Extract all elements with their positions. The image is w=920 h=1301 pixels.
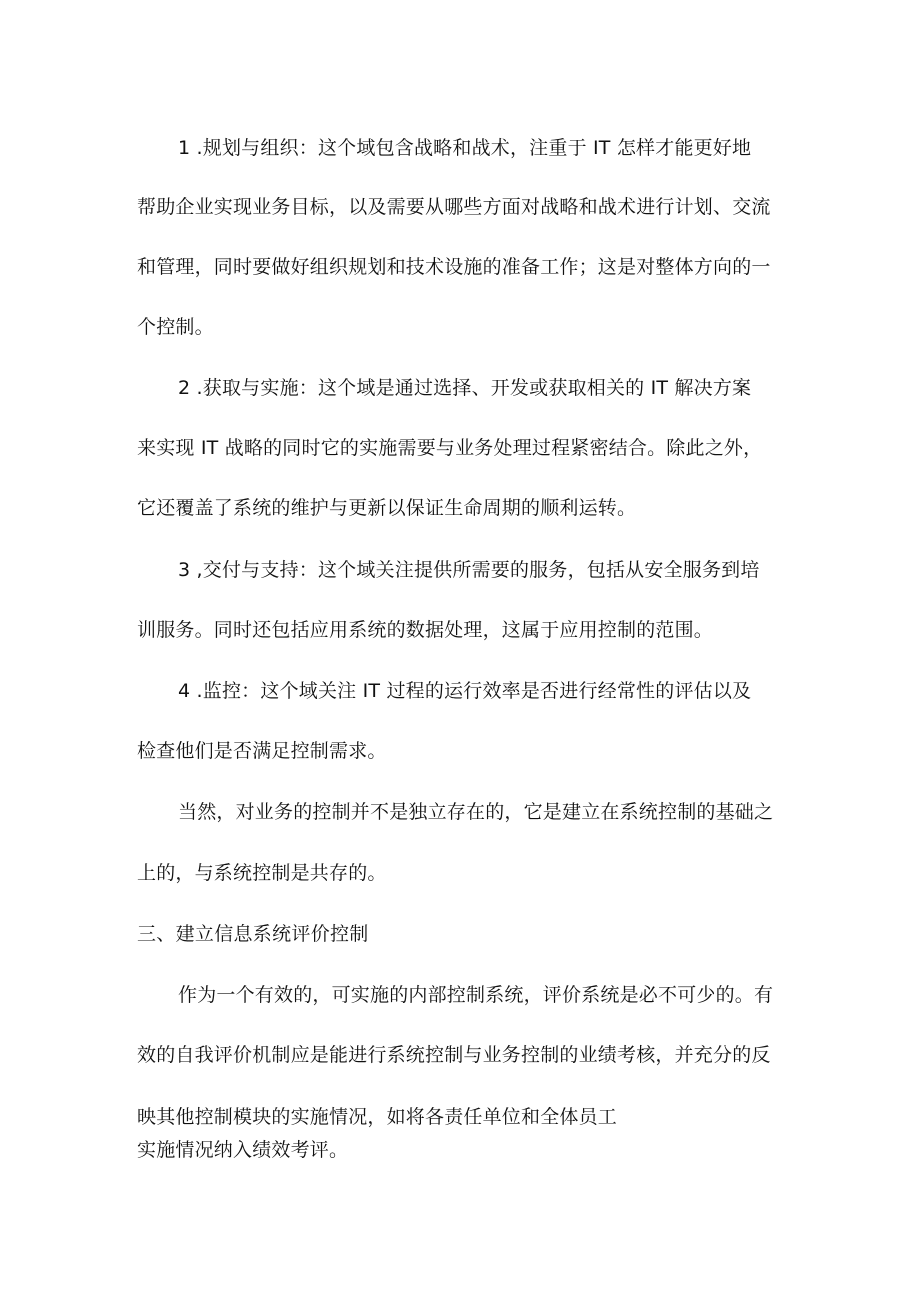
paragraph-4-line-2: 检查他们是否满足控制需求。 <box>137 740 387 762</box>
paragraph-1-line-3: 和管理，同时要做好组织规划和技术设施的准备工作；这是对整体方向的一 <box>137 256 771 278</box>
paragraph-1-line-1: 1 .规划与组织：这个域包含战略和战术，注重于 IT 怎样才能更好地 <box>178 137 752 159</box>
paragraph-6-line-2: 效的自我评价机制应是能进行系统控制与业务控制的业绩考核，并充分的反 <box>137 1044 771 1066</box>
paragraph-6-line-1: 作为一个有效的，可实施的内部控制系统，评价系统是必不可少的。有 <box>178 984 774 1006</box>
section-heading: 三、建立信息系统评价控制 <box>137 923 369 945</box>
paragraph-5-line-2: 上的，与系统控制是共存的。 <box>137 862 387 884</box>
paragraph-4-line-1: 4 .监控：这个域关注 IT 过程的运行效率是否进行经常性的评估以及 <box>178 680 752 702</box>
paragraph-2-line-3: 它还覆盖了系统的维护与更新以保证生命周期的顺利运转。 <box>137 497 637 519</box>
paragraph-6-line-3: 映其他控制模块的实施情况，如将各责任单位和全体员工 <box>137 1106 618 1128</box>
paragraph-2-line-2: 来实现 IT 战略的同时它的实施需要与业务处理过程紧密结合。除此之外， <box>137 437 763 459</box>
paragraph-3-line-2: 训服务。同时还包括应用系统的数据处理，这属于应用控制的范围。 <box>137 619 714 641</box>
paragraph-1-line-4: 个控制。 <box>137 316 214 338</box>
paragraph-1-line-2: 帮助企业实现业务目标，以及需要从哪些方面对战略和战术进行计划、交流 <box>137 196 771 218</box>
paragraph-5-line-1: 当然，对业务的控制并不是独立存在的，它是建立在系统控制的基础之 <box>178 801 774 823</box>
paragraph-3-line-1: 3 ,交付与支持：这个域关注提供所需要的服务，包括从安全服务到培 <box>178 559 760 581</box>
paragraph-2-line-1: 2 .获取与实施：这个域是通过选择、开发或获取相关的 IT 解决方案 <box>178 377 752 399</box>
paragraph-6-line-4: 实施情况纳入绩效考评。 <box>137 1139 349 1161</box>
